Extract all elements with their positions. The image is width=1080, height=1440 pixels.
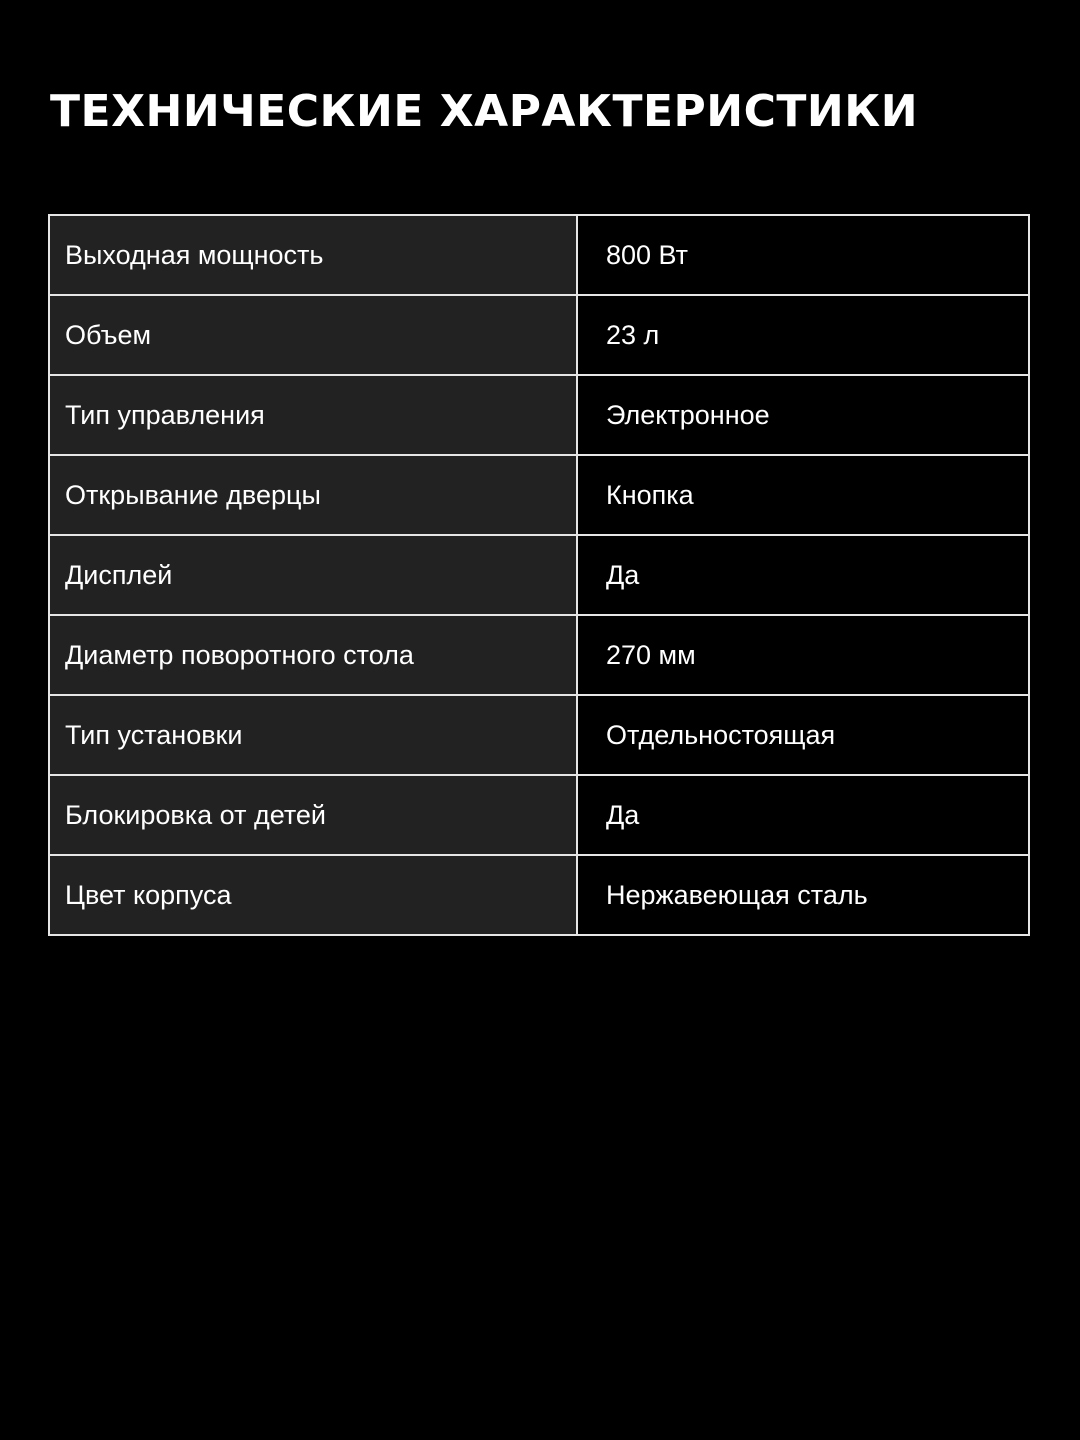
spec-value: 23 л <box>577 295 1029 375</box>
page-title: ТЕХНИЧЕСКИЕ ХАРАКТЕРИСТИКИ <box>50 86 919 137</box>
spec-label: Тип управления <box>49 375 577 455</box>
table-row <box>49 775 1029 855</box>
spec-label: Объем <box>49 295 577 375</box>
spec-value: Электронное <box>577 375 1029 455</box>
spec-value: Нержавеющая сталь <box>577 855 1029 935</box>
spec-value: Да <box>577 535 1029 615</box>
spec-label: Диаметр поворотного стола <box>49 615 577 695</box>
spec-value: Да <box>577 775 1029 855</box>
table-row <box>49 615 1029 695</box>
spec-label: Блокировка от детей <box>49 775 577 855</box>
spec-label: Выходная мощность <box>49 215 577 295</box>
spec-value: 270 мм <box>577 615 1029 695</box>
spec-value: Кнопка <box>577 455 1029 535</box>
spec-label: Тип установки <box>49 695 577 775</box>
table-row <box>49 295 1029 375</box>
table-row <box>49 535 1029 615</box>
spec-label: Дисплей <box>49 535 577 615</box>
table-row <box>49 455 1029 535</box>
table-row <box>49 695 1029 775</box>
spec-value: Отдельностоящая <box>577 695 1029 775</box>
spec-table <box>48 214 1030 936</box>
spec-label: Цвет корпуса <box>49 855 577 935</box>
spec-label: Открывание дверцы <box>49 455 577 535</box>
table-row <box>49 375 1029 455</box>
spec-value: 800 Вт <box>577 215 1029 295</box>
table-row <box>49 855 1029 935</box>
table-row <box>49 215 1029 295</box>
